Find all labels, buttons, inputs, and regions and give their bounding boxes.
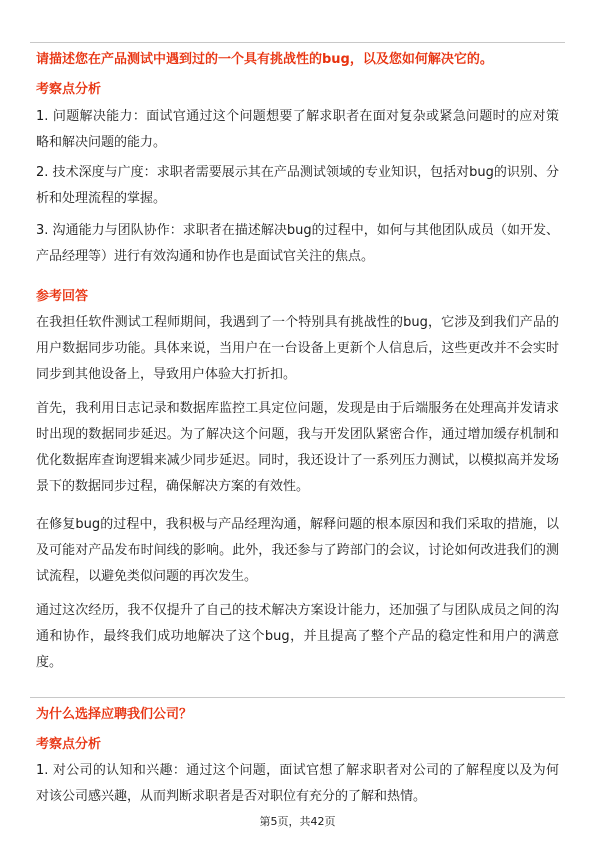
- section-divider: [30, 697, 565, 698]
- top-divider: [30, 42, 565, 43]
- answer-1-paragraph-2: 首先，我利用日志记录和数据库监控工具定位问题，发现是由于后端服务在处理高并发请求时出现的数据同步延迟。为了解决这个问题，我与开发团队紧密合作，通过增加缓存机制和优化数据库查询逻辑来减少同步延迟。同时，我还设计了一系列压力测试，以模拟高并发场景下的数据同步过程，确保解决方案的有效性。: [36, 401, 559, 494]
- answer-1-paragraph-3: 在修复bug的过程中，我积极与产品经理沟通，解释问题的根本原因和我们采取的措施，以及可能对产品发布时间线的影响。此外，我还参与了跨部门的会议，讨论如何改进我们的测试流程，以避免类似问题的再次发生。: [36, 517, 559, 584]
- answer-1-paragraph-1: 在我担任软件测试工程师期间，我遇到了一个特别具有挑战性的bug，它涉及到我们产品的用户数据同步功能。具体来说，当用户在一台设备上更新个人信息后，这些更改并不会实时同步到其他设备上，导致用户体验大打折扣。: [36, 315, 559, 382]
- analysis-1-point-2: 2. 技术深度与广度：求职者需要展示其在产品测试领域的专业知识，包括对bug的识别、分析和处理流程的掌握。: [36, 165, 559, 206]
- answer-1-paragraph-4: 通过这次经历，我不仅提升了自己的技术解决方案设计能力，还加强了与团队成员之间的沟通和协作，最终我们成功地解决了这个bug，并且提高了整个产品的稳定性和用户的满意度。: [36, 603, 559, 670]
- answer-1-heading: 参考回答: [36, 289, 89, 304]
- analysis-1-point-1: 1. 问题解决能力：面试官通过这个问题想要了解求职者在面对复杂或紧急问题时的应对策略和解决问题的能力。: [36, 109, 559, 150]
- analysis-1-heading: 考察点分析: [36, 82, 102, 97]
- analysis-1-point-3: 3. 沟通能力与团队协作：求职者在描述解决bug的过程中，如何与其他团队成员（如开发、产品经理等）进行有效沟通和协作也是面试官关注的焦点。: [36, 223, 559, 264]
- analysis-2-heading: 考察点分析: [36, 737, 102, 752]
- question-2: 为什么选择应聘我们公司？: [36, 707, 193, 722]
- analysis-2-point-1: 1. 对公司的认知和兴趣：通过这个问题，面试官想了解求职者对公司的了解程度以及为何对该公司感兴趣，从而判断求职者是否对职位有充分的了解和热情。: [36, 763, 559, 804]
- question-1: 请描述您在产品测试中遇到过的一个具有挑战性的bug，以及您如何解决它的。: [36, 52, 493, 67]
- page-footer: 第5页，共42页: [259, 815, 336, 828]
